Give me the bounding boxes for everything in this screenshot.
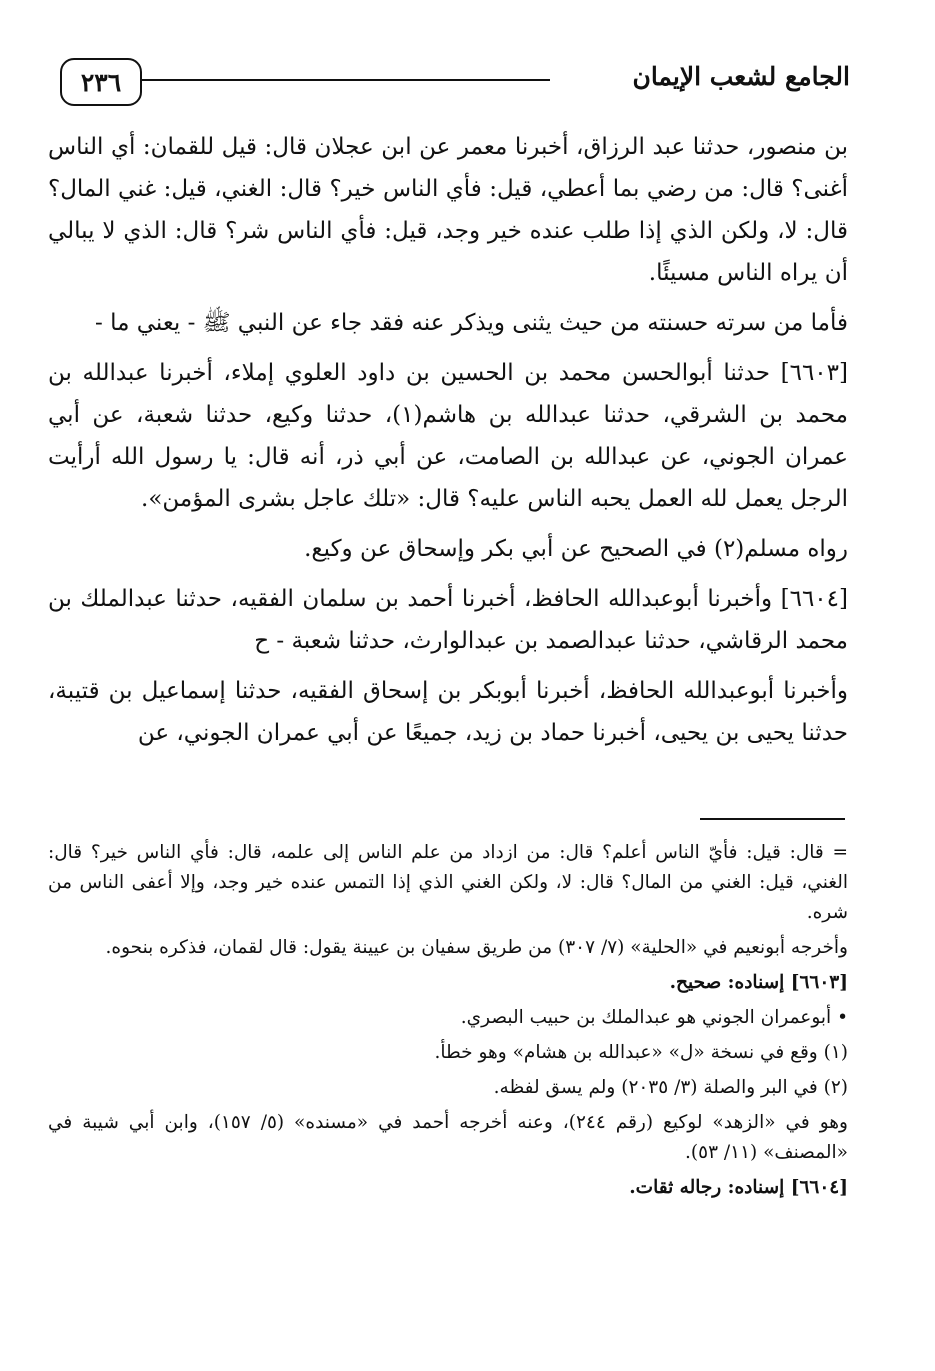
footnote-continued: = قال: قيل: فأيّ الناس أعلم؟ قال: من ازداد من علم الناس إلى علمه، قال: فأي الناس خير؟ قال: الغني، قيل: الغني من المال؟ قال: لا، ولكن الغني الذي إذا التمس عنده خير وجد، وإلا أعفى الناس من شره. (48, 842, 848, 923)
page-number: ٢٣٦ (60, 58, 142, 106)
paragraph-intro: فأما من سرته حسنته من حيث يثنى ويذكر عنه فقد جاء عن النبي ﷺ - يعني ما - (94, 310, 848, 336)
footnote-isnad-6604: [٦٦٠٤] إسناده: رجاله ثقات. (629, 1177, 848, 1198)
footnote-2: (٢) في البر والصلة (٣/ ٢٠٣٥) ولم يسق لفظه. (493, 1077, 848, 1098)
footnotes (48, 838, 848, 1208)
footnote-zuhd: وهو في «الزهد» لوكيع (رقم ٢٤٤)، وعنه أخرجه أحمد في «مسنده» (٥/ ١٥٧)، وابن أبي شيبة في «المصنف» (١١/ ٥٣). (48, 1112, 848, 1163)
header-rule (140, 79, 550, 81)
hadith-6603: [٦٦٠٣] حدثنا أبوالحسن محمد بن الحسين بن داود العلوي إملاء، أخبرنا عبدالله بن محمد بن الشرقي، حدثنا عبدالله بن هاشم(١)، حدثنا وكيع، حدثنا شعبة، عن أبي عمران الجوني، عن عبدالله بن الصامت، عن أبي ذر، أنه قال: يا رسول الله أرأيت الرجل يعمل لله العمل يحبه الناس عليه؟ قال: «تلك عاجل بشرى المؤمن». (48, 360, 848, 512)
footnote-isnad-6603: [٦٦٠٣] إسناده: صحيح. (669, 972, 848, 993)
footnote-divider (700, 818, 845, 820)
hadith-6604: [٦٦٠٤] وأخبرنا أبوعبدالله الحافظ، أخبرنا أحمد بن سلمان الفقيه، حدثنا عبدالملك بن محمد الرقاشي، حدثنا عبدالصمد بن عبدالوارث، حدثنا شعبة - ح (48, 586, 848, 654)
footnote-abunuaym: وأخرجه أبونعيم في «الحلية» (٧/ ٣٠٧) من طريق سفيان بن عيينة يقول: قال لقمان، فذكره بنحوه. (105, 937, 848, 958)
book-title: الجامع لشعب الإيمان (632, 62, 850, 91)
paragraph-chain: وأخبرنا أبوعبدالله الحافظ، أخبرنا أبوبكر بن إسحاق الفقيه، حدثنا إسماعيل بن قتيبة، حدثنا يحيى بن يحيى، أخبرنا حماد بن زيد، جميعًا عن أبي عمران الجوني، عن (48, 678, 848, 746)
page-header (60, 58, 850, 106)
footnote-1: (١) وقع في نسخة «ل» «عبدالله بن هشام» وهو خطأ. (434, 1042, 848, 1063)
paragraph-luqman: بن منصور، حدثنا عبد الرزاق، أخبرنا معمر عن ابن عجلان قال: قيل للقمان: أي الناس أغنى؟ قال: من رضي بما أعطي، قيل: فأي الناس خير؟ قال: الغني، قيل: غني المال؟ قال: لا، ولكن الذي إذا طلب عنده خير وجد، قيل: فأي الناس شر؟ قال: الذي لا يبالي أن يراه الناس مسيئًا. (48, 134, 848, 286)
paragraph-muslim: رواه مسلم(٢) في الصحيح عن أبي بكر وإسحاق عن وكيع. (304, 536, 848, 562)
main-text (48, 126, 848, 762)
footnote-bullet: • أبوعمران الجوني هو عبدالملك بن حبيب البصري. (460, 1007, 848, 1028)
